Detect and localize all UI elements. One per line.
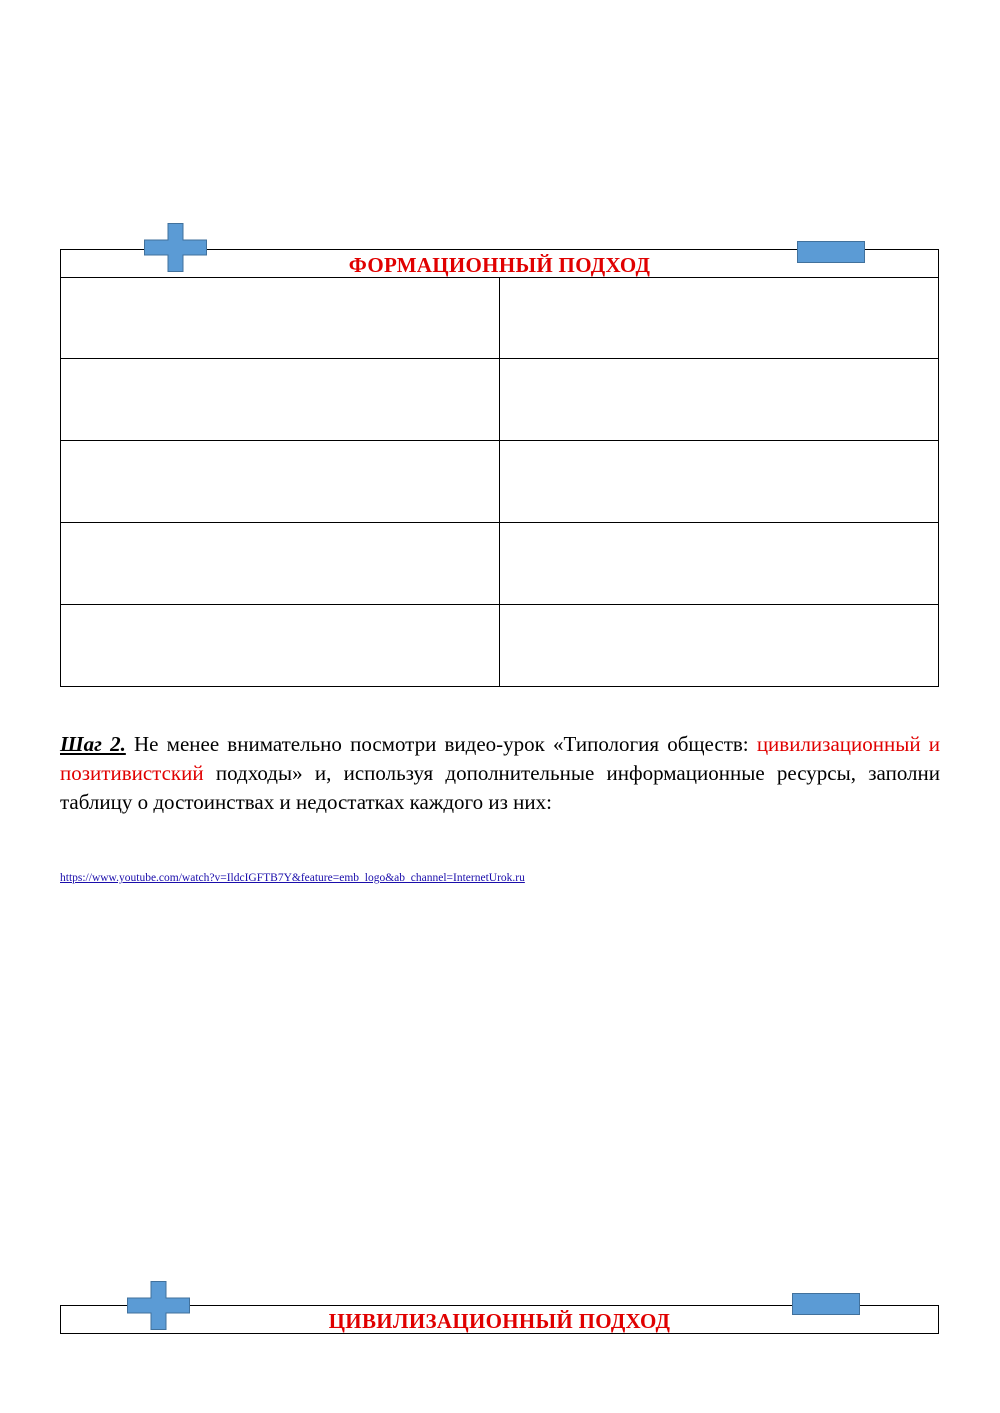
table-row <box>61 440 938 522</box>
formation-approach-table <box>60 249 939 688</box>
step-2-text-after: подходы» и, используя дополнительные информационные ресурсы, заполни таблицу о достоинствах и недостатках каждого из них: <box>60 761 940 814</box>
table-row <box>61 358 938 440</box>
civilization-table-header: ЦИВИЛИЗАЦИОННЫЙ ПОДХОД <box>60 1305 939 1334</box>
step-2-text-before: Не менее внимательно посмотри видео-урок «Типология обществ: <box>125 732 757 756</box>
step-2-instructions <box>60 730 940 817</box>
plus-icon[interactable] <box>127 1281 190 1330</box>
table-cell-right[interactable] <box>499 523 938 604</box>
table-cell-left[interactable] <box>61 523 499 604</box>
minus-icon[interactable] <box>792 1293 860 1315</box>
formation-table-grid <box>60 277 939 687</box>
step-2-highlight: цивилизационный и позитивистский <box>60 732 940 785</box>
table-cell-right[interactable] <box>499 605 938 686</box>
table-row <box>61 277 938 358</box>
table-cell-left[interactable] <box>61 441 499 522</box>
video-lesson-link[interactable]: https://www.youtube.com/watch?v=IldcIGFTB7Y&feature=emb_logo&ab_channel=InternetUrok.ru <box>60 872 525 884</box>
plus-icon[interactable] <box>144 223 207 272</box>
table-row <box>61 604 938 686</box>
step-2-label: Шаг 2. <box>60 732 126 756</box>
table-cell-left[interactable] <box>61 359 499 440</box>
table-cell-left[interactable] <box>61 277 499 358</box>
formation-table-header: ФОРМАЦИОННЫЙ ПОДХОД <box>60 249 939 278</box>
table-cell-right[interactable] <box>499 277 938 358</box>
table-cell-right[interactable] <box>499 441 938 522</box>
minus-icon[interactable] <box>797 241 865 263</box>
table-cell-left[interactable] <box>61 605 499 686</box>
table-row <box>61 522 938 604</box>
table-cell-right[interactable] <box>499 359 938 440</box>
